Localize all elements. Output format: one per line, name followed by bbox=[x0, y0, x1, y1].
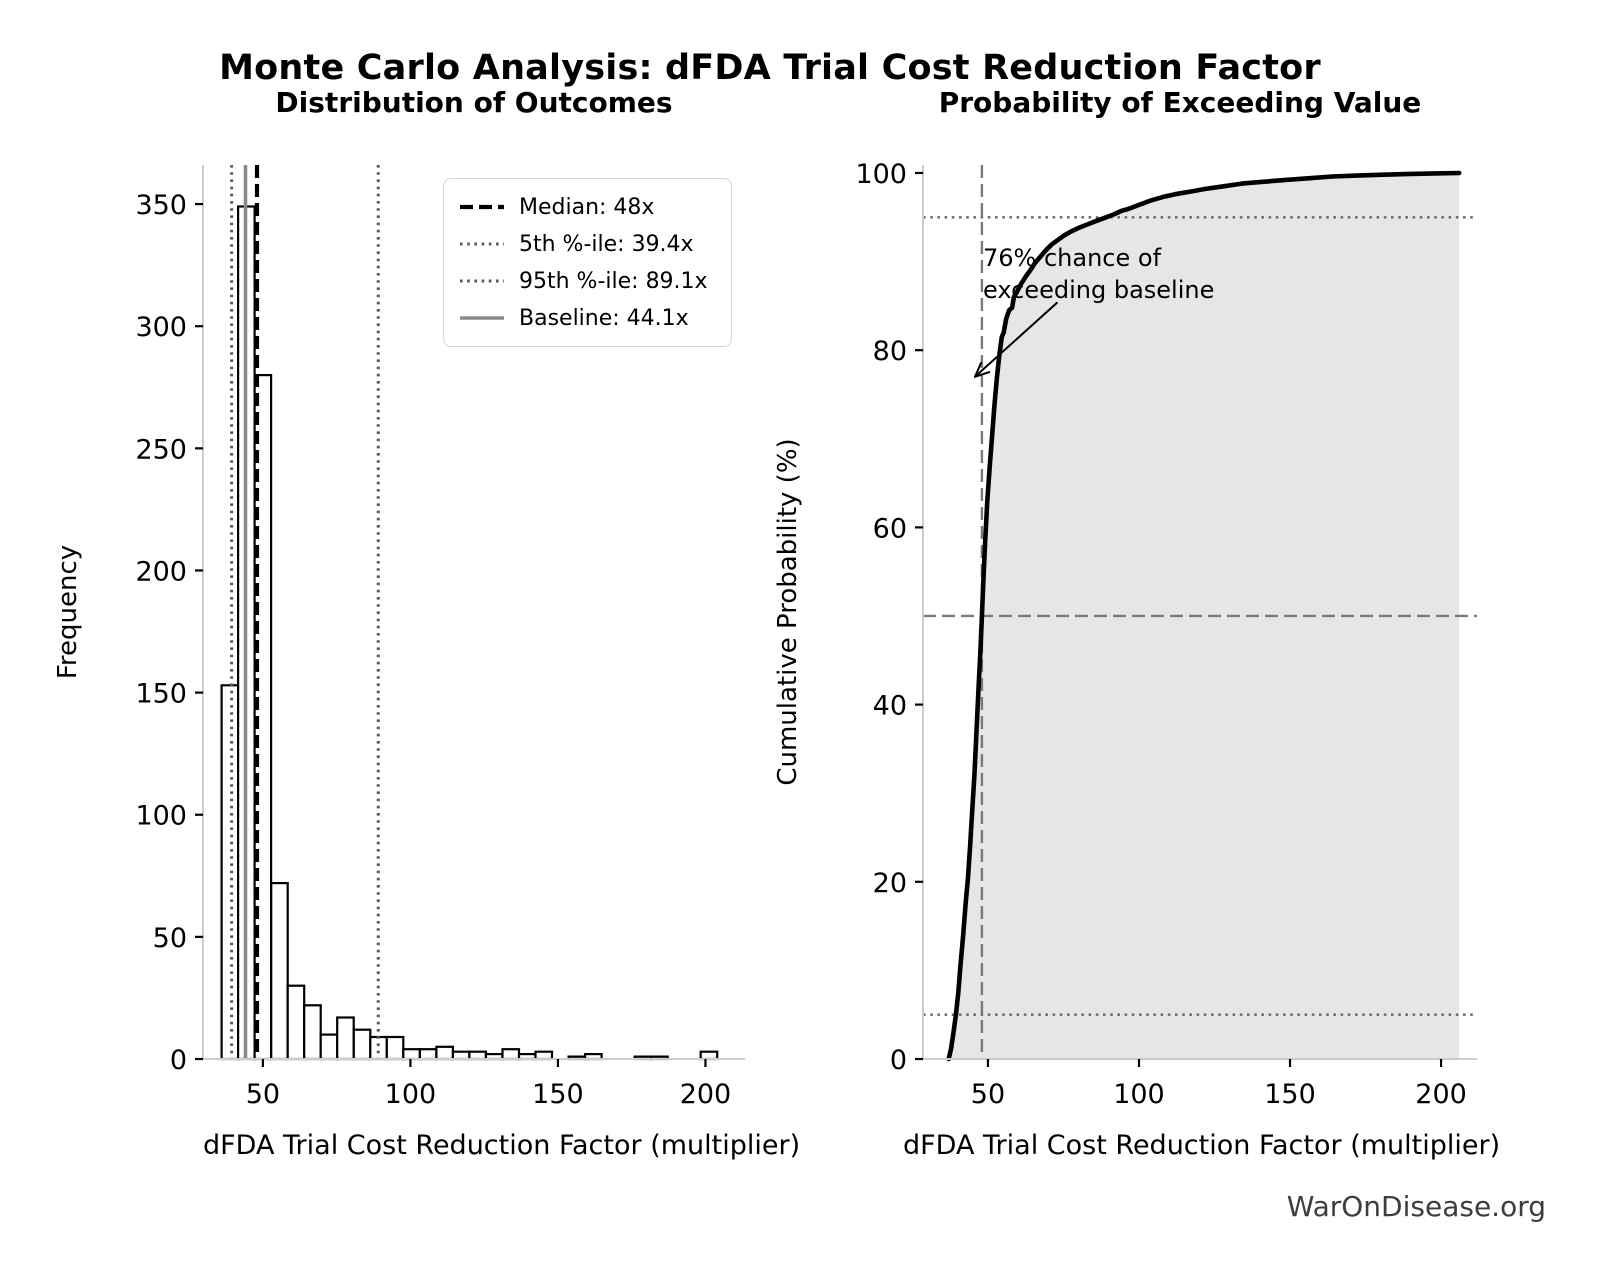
legend bbox=[443, 178, 732, 347]
histogram-bar bbox=[536, 1052, 553, 1059]
cdf-xlabel: dFDA Trial Cost Reduction Factor (multiplier) bbox=[903, 1130, 1501, 1161]
annotation-text bbox=[983, 243, 1214, 307]
legend-label-median: Median: 48x bbox=[519, 194, 655, 220]
cdf-title: Probability of Exceeding Value bbox=[938, 86, 1422, 119]
histogram-bar bbox=[271, 883, 288, 1059]
percentile5-line-sample bbox=[459, 240, 505, 248]
histogram-bar bbox=[288, 986, 305, 1059]
histogram-bar bbox=[337, 1018, 354, 1060]
x-tick-label: 150 bbox=[532, 1079, 584, 1110]
histogram-bar bbox=[436, 1047, 453, 1059]
histogram-bar bbox=[387, 1037, 404, 1059]
legend-item-baseline bbox=[459, 303, 715, 333]
x-tick-label: 200 bbox=[679, 1079, 732, 1110]
histogram-bar bbox=[469, 1052, 486, 1059]
legend-item-95th-percentile bbox=[459, 266, 715, 296]
watermark: WarOnDisease.org bbox=[1286, 1190, 1546, 1223]
x-tick-label: 200 bbox=[1415, 1079, 1467, 1110]
legend-item-median bbox=[459, 192, 715, 222]
y-tick-label: 0 bbox=[889, 1045, 907, 1076]
y-tick-label: 80 bbox=[872, 336, 907, 368]
histogram-xlabel: dFDA Trial Cost Reduction Factor (multiplier) bbox=[203, 1130, 801, 1161]
histogram-bar bbox=[503, 1049, 520, 1059]
x-tick-label: 150 bbox=[1264, 1079, 1316, 1110]
histogram-bar bbox=[403, 1049, 420, 1059]
x-tick-label: 50 bbox=[245, 1079, 281, 1110]
y-tick-label: 150 bbox=[135, 678, 187, 710]
median-line-sample bbox=[459, 203, 505, 211]
y-tick-label: 50 bbox=[152, 922, 187, 954]
histogram-bar bbox=[453, 1052, 470, 1059]
x-tick-label: 50 bbox=[970, 1079, 1006, 1110]
histogram-bar bbox=[222, 685, 239, 1059]
legend-label-baseline: Baseline: 44.1x bbox=[519, 305, 689, 331]
x-tick-label: 100 bbox=[1113, 1079, 1165, 1110]
annotation-line2: exceeding baseline bbox=[983, 275, 1215, 304]
y-tick-label: 250 bbox=[135, 434, 187, 466]
legend-item-5th-percentile bbox=[459, 229, 715, 259]
y-tick-label: 300 bbox=[135, 312, 187, 344]
histogram-bar bbox=[321, 1035, 338, 1059]
y-tick-label: 40 bbox=[872, 690, 907, 722]
histogram-title: Distribution of Outcomes bbox=[275, 86, 673, 119]
x-tick-label: 100 bbox=[384, 1079, 437, 1110]
y-tick-label: 100 bbox=[855, 158, 907, 190]
y-tick-label: 60 bbox=[872, 513, 907, 545]
baseline-line-sample bbox=[459, 314, 505, 322]
y-tick-label: 200 bbox=[135, 556, 187, 588]
legend-label-5th-percentile: 5th %-ile: 39.4x bbox=[519, 231, 694, 257]
y-tick-label: 350 bbox=[135, 190, 187, 222]
y-tick-label: 100 bbox=[135, 800, 187, 832]
legend-label-95th-percentile: 95th %-ile: 89.1x bbox=[519, 268, 708, 294]
histogram-ylabel: Frequency bbox=[53, 544, 83, 680]
main-title: Monte Carlo Analysis: dFDA Trial Cost Reduction Factor bbox=[219, 48, 1321, 88]
histogram-bar bbox=[354, 1030, 371, 1059]
histogram-bar bbox=[370, 1037, 387, 1059]
cdf-ylabel: Cumulative Probability (%) bbox=[773, 438, 803, 786]
percentile95-line-sample bbox=[459, 277, 505, 285]
histogram-bar bbox=[701, 1052, 718, 1059]
y-tick-label: 0 bbox=[169, 1045, 187, 1076]
histogram-bar bbox=[420, 1049, 437, 1059]
y-tick-label: 20 bbox=[872, 867, 907, 899]
annotation-line1: 76% chance of bbox=[983, 244, 1162, 272]
histogram-bar bbox=[304, 1005, 321, 1059]
